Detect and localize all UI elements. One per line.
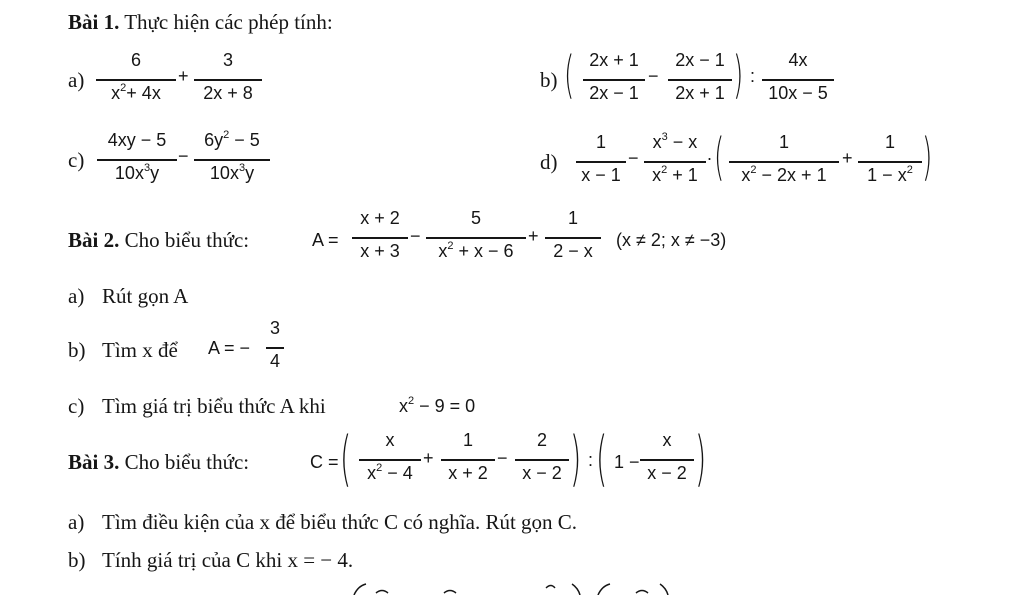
denominator: 4 [269, 351, 280, 371]
fraction-bar [762, 79, 834, 81]
left-paren: ( [340, 424, 352, 494]
fraction [644, 132, 706, 192]
fraction-bar [515, 459, 569, 461]
operator: − [497, 448, 508, 468]
fraction [515, 430, 569, 490]
operator: + [528, 226, 539, 246]
denominator: 10x − 5 [768, 83, 828, 103]
fraction [441, 430, 495, 490]
numerator: 4xy − 5 [107, 130, 167, 150]
fraction [352, 208, 408, 268]
fraction-bar [426, 237, 526, 239]
fraction [576, 132, 626, 192]
operator: + [842, 148, 853, 168]
exercise-1-title: Thực hiện các phép tính: [124, 10, 333, 34]
fraction-bar [668, 79, 732, 81]
item-2a-label: a) [68, 284, 85, 308]
denominator: x − 2 [647, 463, 687, 483]
exercise-1-heading [68, 10, 333, 34]
fraction-bar [858, 161, 922, 163]
left-paren: ( [564, 46, 575, 105]
operator: − [648, 66, 659, 86]
numerator: $6y^2 - 5$ [204, 129, 260, 150]
right-paren: ) [695, 424, 707, 494]
operator: − [178, 146, 189, 166]
fraction-bar [545, 237, 601, 239]
denominator: 2x + 1 [675, 83, 725, 103]
denominator: x − 2 [522, 463, 562, 483]
numerator: 1 [462, 430, 473, 450]
right-paren: ) [733, 46, 744, 105]
fraction-bar [194, 79, 262, 81]
item-2a-text: Rút gọn A [102, 284, 189, 308]
exercise-1-number: Bài 1. [68, 10, 120, 34]
numerator: 3 [269, 318, 280, 338]
cropped-next-line [340, 583, 680, 595]
denominator: $x^2 + 1$ [652, 164, 698, 185]
fraction-bar [352, 237, 408, 239]
denominator: $x^2+ 4x$ [111, 82, 161, 103]
fraction-bar [266, 347, 284, 349]
item-1a-label: a) [68, 68, 85, 92]
operator: + [423, 448, 434, 468]
denominator: 2 − x [553, 241, 593, 261]
fraction-bar [359, 459, 421, 461]
fraction [359, 430, 421, 490]
operator: − [628, 148, 639, 168]
numerator: $x^3 - x$ [652, 131, 698, 152]
lhs: A = − [208, 338, 251, 358]
fraction [194, 50, 262, 110]
numerator: 1 [567, 208, 578, 228]
exercise-2-title: Cho biểu thức: [124, 228, 250, 252]
item-3b-text: Tính giá trị của C khi x = − 4. [102, 548, 354, 572]
fraction-bar [576, 161, 626, 163]
numerator: x [662, 430, 672, 450]
numerator: 1 [595, 132, 606, 152]
term: 1 − [614, 452, 640, 472]
item-2c-label: c) [68, 394, 85, 418]
fraction-bar [441, 459, 495, 461]
item-2b-label: b) [68, 338, 86, 362]
left-paren: ( [596, 424, 608, 494]
fraction [762, 50, 834, 110]
item-1d-label: d) [540, 150, 558, 174]
denominator: 2x + 8 [203, 83, 253, 103]
denominator: x + 2 [448, 463, 488, 483]
item-3a-text: Tìm điều kiện của x để biểu thức C có nghĩa. Rút gọn C. [102, 510, 578, 534]
denominator: x + 3 [360, 241, 400, 261]
exercise-2-heading [68, 228, 249, 252]
operator: : [588, 450, 594, 470]
fraction [96, 50, 176, 110]
operator: − [410, 226, 421, 246]
operator: : [750, 66, 756, 86]
fraction-bar [640, 459, 694, 461]
denominator: 2x − 1 [589, 83, 639, 103]
numerator: 5 [470, 208, 481, 228]
numerator: 2x − 1 [675, 50, 725, 70]
fraction-bar [97, 159, 177, 161]
denominator: $x^2 - 4$ [367, 462, 413, 483]
fraction-bar [96, 79, 176, 81]
numerator: 6 [130, 50, 141, 70]
right-paren: ) [922, 128, 933, 187]
right-paren: ) [570, 424, 582, 494]
fraction [266, 318, 284, 378]
fraction [583, 50, 645, 110]
item-1b-label: b) [540, 68, 558, 92]
exercise-3-number: Bài 3. [68, 450, 120, 474]
equation: $x^2 - 9 = 0$ [399, 395, 476, 416]
fraction [668, 50, 732, 110]
denominator: $x^2 - 2x + 1$ [741, 164, 827, 185]
denominator: $x^2 + x - 6$ [438, 240, 514, 261]
item-1c-label: c) [68, 148, 85, 172]
denominator: $10x^3y$ [209, 162, 255, 183]
item-3b-label: b) [68, 548, 86, 572]
denominator: x − 1 [581, 165, 621, 185]
denominator: $1 - x^2$ [867, 164, 913, 185]
exercise-2-number: Bài 2. [68, 228, 120, 252]
numerator: 1 [884, 132, 895, 152]
operator: . [707, 144, 713, 164]
numerator: x + 2 [360, 208, 400, 228]
item-2b-text: Tìm x để [102, 338, 178, 362]
numerator: 3 [222, 50, 233, 70]
numerator: x [385, 430, 395, 450]
numerator: 4x [788, 50, 808, 70]
fraction [426, 208, 526, 268]
item-3a-label: a) [68, 510, 85, 534]
domain-condition: (x ≠ 2; x ≠ −3) [616, 230, 727, 250]
exercise-3-heading [68, 450, 249, 474]
fraction-bar [194, 159, 270, 161]
exercise-3-title: Cho biểu thức: [124, 450, 250, 474]
operator: + [178, 66, 189, 86]
numerator: 2x + 1 [589, 50, 639, 70]
numerator: 1 [778, 132, 789, 152]
fraction [640, 430, 694, 490]
fraction-bar [644, 161, 706, 163]
fraction-bar [583, 79, 645, 81]
fraction-bar [729, 161, 839, 163]
fraction [545, 208, 601, 268]
lhs: A = [312, 230, 339, 250]
lhs: C = [310, 452, 339, 472]
fraction [729, 132, 839, 192]
fraction [194, 130, 270, 190]
item-2c-text: Tìm giá trị biểu thức A khi [102, 394, 326, 418]
denominator: $10x^3y$ [114, 162, 160, 183]
fraction [858, 132, 922, 192]
left-paren: ( [714, 128, 725, 187]
fraction [97, 130, 177, 190]
numerator: 2 [536, 430, 547, 450]
